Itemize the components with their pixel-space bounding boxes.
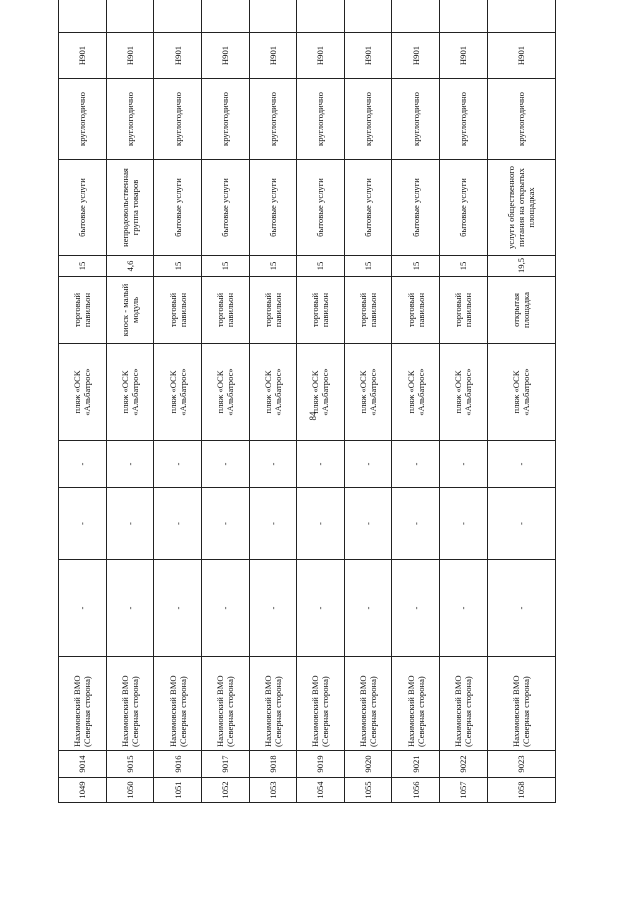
- status: Н901: [297, 33, 345, 79]
- cell-dash: -: [249, 560, 297, 657]
- cell-dash: -: [154, 488, 202, 560]
- row-number: 1058: [487, 778, 555, 803]
- cell-dash: [392, 0, 440, 33]
- row-number: 1049: [59, 778, 107, 803]
- cell-dash: [297, 0, 345, 33]
- location: пляж «ОСК «Альбатрос»: [344, 344, 392, 441]
- district: Нахимовский ВМО (Северная сторона): [106, 657, 154, 751]
- object-type: торговый павильон: [297, 277, 345, 344]
- page-number: 84: [308, 411, 318, 421]
- object-code: 9016: [154, 751, 202, 778]
- district: Нахимовский ВМО (Северная сторона): [59, 657, 107, 751]
- cell-dash: [201, 0, 249, 33]
- row-number: 1057: [440, 778, 488, 803]
- object-code: 9014: [59, 751, 107, 778]
- cell-dash: -: [344, 441, 392, 488]
- cell-dash: -: [59, 441, 107, 488]
- object-code: 9020: [344, 751, 392, 778]
- status: Н901: [344, 33, 392, 79]
- rotated-table-container: [58, 33, 556, 803]
- table-row: [392, 0, 440, 803]
- specialization: бытовые услуги: [297, 160, 345, 256]
- table-row: [440, 0, 488, 803]
- cell-dash: -: [440, 488, 488, 560]
- district: Нахимовский ВМО (Северная сторона): [440, 657, 488, 751]
- cell-dash: -: [154, 560, 202, 657]
- period: круглогодично: [440, 79, 488, 160]
- object-type: торговый павильон: [392, 277, 440, 344]
- area: 15: [201, 256, 249, 277]
- cell-dash: -: [249, 441, 297, 488]
- cell-dash: -: [487, 488, 555, 560]
- table-row: [487, 0, 555, 803]
- specialization: услуги общественного питания на открытых площадках: [487, 160, 555, 256]
- status: Н901: [487, 33, 555, 79]
- cell-dash: [154, 0, 202, 33]
- status: Н901: [392, 33, 440, 79]
- status: Н901: [249, 33, 297, 79]
- cell-dash: -: [297, 560, 345, 657]
- area: 4,6: [106, 256, 154, 277]
- period: круглогодично: [106, 79, 154, 160]
- row-number: 1050: [106, 778, 154, 803]
- object-type: торговый павильон: [249, 277, 297, 344]
- cell-dash: -: [201, 560, 249, 657]
- cell-dash: -: [487, 441, 555, 488]
- cell-dash: -: [487, 560, 555, 657]
- period: круглогодично: [201, 79, 249, 160]
- row-number: 1053: [249, 778, 297, 803]
- table-row: [344, 0, 392, 803]
- table-row: [249, 0, 297, 803]
- location: пляж «ОСК «Альбатрос»: [154, 344, 202, 441]
- district: Нахимовский ВМО (Северная сторона): [297, 657, 345, 751]
- object-type: торговый павильон: [59, 277, 107, 344]
- cell-dash: [487, 0, 555, 33]
- object-type: открытая площадка: [487, 277, 555, 344]
- cell-dash: -: [344, 488, 392, 560]
- object-code: 9021: [392, 751, 440, 778]
- location: пляж «ОСК «Альбатрос»: [440, 344, 488, 441]
- object-type: торговый павильон: [154, 277, 202, 344]
- object-code: 9015: [106, 751, 154, 778]
- area: 15: [59, 256, 107, 277]
- status: Н901: [440, 33, 488, 79]
- cell-dash: -: [59, 560, 107, 657]
- cell-dash: [440, 0, 488, 33]
- cell-dash: -: [106, 488, 154, 560]
- location: пляж «ОСК «Альбатрос»: [106, 344, 154, 441]
- cell-dash: -: [297, 441, 345, 488]
- table-row: [106, 0, 154, 803]
- cell-dash: [106, 0, 154, 33]
- cell-dash: -: [297, 488, 345, 560]
- location: пляж «ОСК «Альбатрос»: [392, 344, 440, 441]
- location: пляж «ОСК «Альбатрос»: [59, 344, 107, 441]
- area: 15: [297, 256, 345, 277]
- table-row: [297, 0, 345, 803]
- specialization: бытовые услуги: [392, 160, 440, 256]
- row-number: 1056: [392, 778, 440, 803]
- area: 15: [440, 256, 488, 277]
- cell-dash: -: [249, 488, 297, 560]
- object-type: торговый павильон: [440, 277, 488, 344]
- cell-dash: -: [106, 560, 154, 657]
- cell-dash: -: [392, 488, 440, 560]
- cell-dash: -: [440, 560, 488, 657]
- cell-dash: -: [59, 488, 107, 560]
- district: Нахимовский ВМО (Северная сторона): [392, 657, 440, 751]
- period: круглогодично: [487, 79, 555, 160]
- status: Н901: [201, 33, 249, 79]
- cell-dash: -: [392, 560, 440, 657]
- area: 19,5: [487, 256, 555, 277]
- status: Н901: [154, 33, 202, 79]
- cell-dash: -: [106, 441, 154, 488]
- period: круглогодично: [297, 79, 345, 160]
- cell-dash: -: [201, 488, 249, 560]
- cell-dash: -: [344, 560, 392, 657]
- row-number: 1052: [201, 778, 249, 803]
- cell-dash: [249, 0, 297, 33]
- object-type: торговый павильон: [344, 277, 392, 344]
- specialization: бытовые услуги: [440, 160, 488, 256]
- cell-dash: -: [154, 441, 202, 488]
- location: пляж «ОСК «Альбатрос»: [249, 344, 297, 441]
- area: 15: [392, 256, 440, 277]
- object-code: 9022: [440, 751, 488, 778]
- area: 15: [249, 256, 297, 277]
- status: Н901: [59, 33, 107, 79]
- period: круглогодично: [392, 79, 440, 160]
- cell-dash: -: [201, 441, 249, 488]
- area: 15: [344, 256, 392, 277]
- district: Нахимовский ВМО (Северная сторона): [154, 657, 202, 751]
- row-number: 1051: [154, 778, 202, 803]
- row-number: 1055: [344, 778, 392, 803]
- object-type: торговый павильон: [201, 277, 249, 344]
- object-code: 9017: [201, 751, 249, 778]
- district: Нахимовский ВМО (Северная сторона): [249, 657, 297, 751]
- specialization: непродовольственная группа товаров: [106, 160, 154, 256]
- table-body: [59, 0, 556, 803]
- status: Н901: [106, 33, 154, 79]
- object-type: киоск - малый модуль: [106, 277, 154, 344]
- cell-dash: [344, 0, 392, 33]
- district: Нахимовский ВМО (Северная сторона): [201, 657, 249, 751]
- location: пляж «ОСК «Альбатрос»: [201, 344, 249, 441]
- location: пляж «ОСК «Альбатрос»: [297, 344, 345, 441]
- specialization: бытовые услуги: [59, 160, 107, 256]
- registry-table: [58, 0, 556, 803]
- specialization: бытовые услуги: [201, 160, 249, 256]
- cell-dash: [59, 0, 107, 33]
- row-number: 1054: [297, 778, 345, 803]
- table-row: [201, 0, 249, 803]
- cell-dash: -: [392, 441, 440, 488]
- object-code: 9018: [249, 751, 297, 778]
- object-code: 9019: [297, 751, 345, 778]
- specialization: бытовые услуги: [344, 160, 392, 256]
- area: 15: [154, 256, 202, 277]
- period: круглогодично: [154, 79, 202, 160]
- location: пляж «ОСК «Альбатрос»: [487, 344, 555, 441]
- period: круглогодично: [249, 79, 297, 160]
- specialization: бытовые услуги: [154, 160, 202, 256]
- specialization: бытовые услуги: [249, 160, 297, 256]
- district: Нахимовский ВМО (Северная сторона): [487, 657, 555, 751]
- object-code: 9023: [487, 751, 555, 778]
- table-row: [154, 0, 202, 803]
- period: круглогодично: [59, 79, 107, 160]
- period: круглогодично: [344, 79, 392, 160]
- cell-dash: -: [440, 441, 488, 488]
- table-row: [59, 0, 107, 803]
- district: Нахимовский ВМО (Северная сторона): [344, 657, 392, 751]
